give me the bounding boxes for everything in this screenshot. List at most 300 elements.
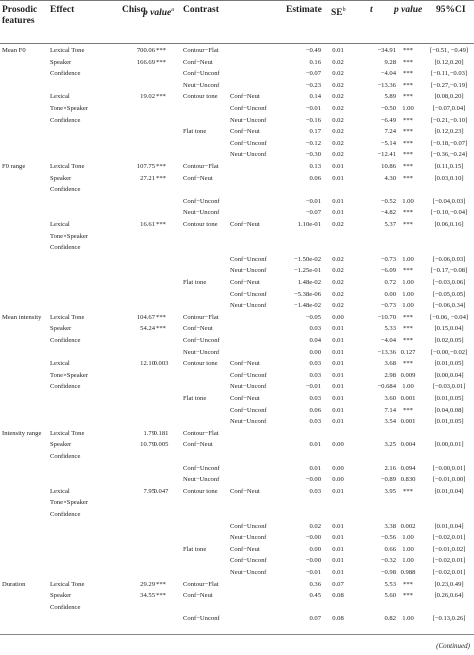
cell-c1: Contour−Flat <box>183 429 219 437</box>
cell-se: 0.07 <box>332 580 344 588</box>
cell-se: 0.02 <box>332 255 344 263</box>
cell-est: −0.00 <box>305 557 321 565</box>
cell-se: 0.00 <box>332 476 344 484</box>
cell-p2: 0.001 <box>400 418 416 426</box>
cell-c1: Flat tone <box>183 395 207 402</box>
cell-p1: 0.181 <box>153 429 169 437</box>
cell-p2: *** <box>403 58 413 66</box>
cell-se: 0.01 <box>332 383 344 391</box>
cell-ci: [−0.00,−0.02] <box>430 348 468 356</box>
cell-c2: Neut−Unconf <box>230 383 267 391</box>
cell-p2: *** <box>403 487 413 495</box>
cell-p2: 1.00 <box>402 105 414 112</box>
cell-c2: Neut−Unconf <box>230 267 267 275</box>
cell-se: 0.02 <box>332 302 344 310</box>
cell-p1: 0.003 <box>153 360 169 368</box>
cell-ci: [0.03,0.10] <box>434 174 464 182</box>
cell-ci: [−0.11,−0.03] <box>430 70 468 78</box>
cell-ci: [0.02,0.05] <box>434 337 464 344</box>
cell-p2: *** <box>403 151 413 159</box>
cell-c1: Flat tone <box>183 128 207 136</box>
cell-t: −10.70 <box>377 313 396 321</box>
header-contrast: Contrast <box>183 5 219 15</box>
cell-est: −0.07 <box>305 70 321 78</box>
cell-se: 0.01 <box>332 569 344 576</box>
cell-ci: [0.26,0.64] <box>434 592 464 600</box>
cell-eff: Tone×Speaker <box>50 371 89 379</box>
cell-feat: Mean intensity <box>2 313 42 321</box>
cell-est: 0.14 <box>309 93 321 101</box>
cell-ci: [0.01,0.05] <box>434 395 464 402</box>
cell-p1: *** <box>156 325 166 333</box>
cell-p1: *** <box>156 221 166 228</box>
cell-c1: Conf−Unconf <box>183 615 220 623</box>
cell-c1: Conf−Unconf <box>183 337 220 344</box>
cell-feat: F0 range <box>2 163 26 170</box>
cell-t: 0.66 <box>384 545 396 553</box>
header-se-text: SE <box>331 8 343 19</box>
cell-p2: 0.830 <box>400 476 416 484</box>
cell-ci: [0.00,0.01] <box>434 441 464 449</box>
cell-ci: [−0.01,0.00] <box>432 476 466 484</box>
cell-ci: [−0.51, −0.49] <box>429 47 469 54</box>
cell-chi: 10.79 <box>140 441 155 449</box>
cell-c2: Neut−Unconf <box>230 151 267 159</box>
cell-est: −0.01 <box>305 569 321 576</box>
cell-p1: 0.047 <box>153 487 169 495</box>
cell-est: 0.01 <box>309 441 321 449</box>
cell-se: 0.02 <box>332 151 344 159</box>
cell-feat: Duration <box>2 580 26 588</box>
cell-chi: 27.21 <box>140 174 155 182</box>
cell-est: 1.10e-01 <box>297 221 321 228</box>
header-ci: 95%CI <box>436 5 466 15</box>
cell-ci: [0.11,0.15] <box>434 163 464 170</box>
cell-ci: [0.08,0.20] <box>434 93 464 101</box>
cell-feat: Mean F0 <box>2 47 26 54</box>
cell-chi: 19.02 <box>140 93 155 101</box>
cell-chi: 104.67 <box>136 313 155 321</box>
cell-c2: Neut−Unconf <box>230 116 267 124</box>
header-estimate: Estimate <box>286 5 322 15</box>
header-se <box>331 5 346 19</box>
cell-est: −0.23 <box>305 81 321 89</box>
cell-t: −6.49 <box>380 116 396 124</box>
cell-c2: Conf−Neut <box>230 545 260 553</box>
cell-chi: 166.69 <box>136 58 155 66</box>
cell-eff: Tone×Speaker <box>50 105 89 112</box>
cell-se: 0.01 <box>332 360 344 368</box>
cell-p2: *** <box>403 267 413 275</box>
cell-t: 2.98 <box>384 371 396 379</box>
header-p-value-a-text: p value <box>143 8 172 19</box>
cell-p2: *** <box>403 337 413 344</box>
cell-eff: Speaker <box>50 58 72 66</box>
cell-se: 0.01 <box>332 418 344 426</box>
cell-ci: [0.01,0.04] <box>434 522 464 530</box>
cell-p2: *** <box>403 81 413 89</box>
cell-est: 0.03 <box>309 418 321 426</box>
cell-est: −1.25e-01 <box>294 267 321 275</box>
cell-se: 0.02 <box>332 70 344 78</box>
cell-est: 0.07 <box>309 615 321 623</box>
cell-eff: Lexical <box>50 221 70 228</box>
cell-eff: Speaker <box>50 441 72 449</box>
cell-est: 0.04 <box>309 337 321 344</box>
cell-est: 0.03 <box>309 487 321 495</box>
cell-p2: *** <box>403 360 413 368</box>
cell-se: 0.02 <box>332 105 344 112</box>
cell-c2: Conf−Neut <box>230 487 260 495</box>
cell-p2: 1.00 <box>402 534 414 542</box>
cell-est: −5.38e-06 <box>294 290 321 298</box>
cell-p2: 1.00 <box>402 615 414 623</box>
cell-t: 0.00 <box>384 290 396 298</box>
cell-est: −0.01 <box>305 105 321 112</box>
cell-est: −0.00 <box>305 534 321 542</box>
cell-se: 0.01 <box>332 487 344 495</box>
cell-p2: 1.00 <box>402 383 414 391</box>
cell-se: 0.08 <box>332 615 344 623</box>
cell-eff: Confidence <box>50 603 81 611</box>
cell-ci: [−0.03,0.06] <box>432 279 466 286</box>
cell-t: 7.14 <box>384 406 396 414</box>
cell-c1: Contour tone <box>183 487 218 495</box>
cell-est: 0.03 <box>309 325 321 333</box>
cell-p2: *** <box>403 139 413 147</box>
cell-ci: [0.15,0.04] <box>434 325 464 333</box>
cell-eff: Confidence <box>50 116 81 124</box>
header-prosodic-features: Prosodic features <box>2 5 38 26</box>
cell-chi: 1.79 <box>143 429 155 437</box>
cell-c1: Contour−Flat <box>183 313 219 321</box>
cell-t: 3.68 <box>384 360 396 368</box>
cell-t: −0.50 <box>380 105 396 112</box>
cell-se: 0.02 <box>332 221 344 228</box>
cell-p2: *** <box>403 174 413 182</box>
cell-se: 0.01 <box>332 209 344 217</box>
cell-est: −0.01 <box>305 197 321 205</box>
cell-se: 0.00 <box>332 464 344 472</box>
cell-p1: *** <box>156 93 166 101</box>
cell-c2: Conf−Neut <box>230 128 260 136</box>
cell-est: 0.16 <box>309 58 321 66</box>
cell-c2: Conf−Unconf <box>230 522 267 530</box>
cell-est: −0.01 <box>305 383 321 391</box>
cell-t: 0.82 <box>384 615 396 623</box>
cell-p1: *** <box>156 313 166 321</box>
cell-t: −0.32 <box>380 557 396 565</box>
cell-p2: 1.00 <box>402 290 414 298</box>
header-effect: Effect <box>50 5 75 15</box>
cell-est: 0.03 <box>309 360 321 368</box>
cell-t: −13.36 <box>377 81 396 89</box>
cell-ci: [0.23,0.49] <box>434 580 464 588</box>
cell-se: 0.02 <box>332 290 344 298</box>
cell-p2: *** <box>403 116 413 124</box>
cell-p2: *** <box>403 163 413 170</box>
cell-t: −0.56 <box>380 534 396 542</box>
cell-se: 0.01 <box>332 174 344 182</box>
cell-ci: [0.00,0.04] <box>434 371 464 379</box>
cell-ci: [0.01,0.05] <box>434 360 464 368</box>
cell-eff: Lexical Tone <box>50 163 85 170</box>
cell-est: −0.05 <box>305 313 321 321</box>
cell-eff: Confidence <box>50 337 81 344</box>
cell-ci: [−0.06,0.03] <box>432 255 466 263</box>
cell-c1: Flat tone <box>183 545 207 553</box>
cell-c1: Conf−Neut <box>183 592 213 600</box>
cell-t: 5.60 <box>384 592 396 600</box>
cell-chi: 16.61 <box>140 221 155 228</box>
cell-chi: 700.06 <box>136 47 155 54</box>
cell-se: 0.01 <box>332 371 344 379</box>
cell-c1: Conf−Unconf <box>183 70 220 78</box>
cell-p1: 0.005 <box>153 441 169 449</box>
cell-eff: Lexical <box>50 93 70 101</box>
cell-se: 0.02 <box>332 93 344 101</box>
cell-p1: *** <box>156 580 166 588</box>
cell-p2: 0.004 <box>400 441 416 449</box>
cell-eff: Tone×Speaker <box>50 232 89 240</box>
cell-ci: [−0.17,−0.08] <box>430 267 468 275</box>
cell-p1: *** <box>156 163 166 170</box>
cell-eff: Confidence <box>50 244 81 252</box>
cell-t: −4.04 <box>380 70 396 78</box>
cell-t: 3.54 <box>384 418 396 426</box>
cell-chi: 7.95 <box>143 487 155 495</box>
cell-se: 0.08 <box>332 592 344 600</box>
cell-se: 0.00 <box>332 313 344 321</box>
cell-t: −34.91 <box>377 47 396 54</box>
cell-eff: Confidence <box>50 70 81 78</box>
cell-p2: *** <box>403 70 413 78</box>
cell-est: 0.06 <box>309 406 321 414</box>
cell-p2: 1.00 <box>402 545 414 553</box>
cell-c2: Conf−Unconf <box>230 105 267 112</box>
cell-eff: Confidence <box>50 453 81 460</box>
cell-c2: Conf−Neut <box>230 279 260 286</box>
cell-c1: Contour−Flat <box>183 47 219 54</box>
cell-c2: Conf−Neut <box>230 221 260 228</box>
cell-p2: 1.00 <box>402 279 414 286</box>
cell-se: 0.01 <box>332 325 344 333</box>
cell-est: −0.16 <box>305 116 321 124</box>
cell-se: 0.01 <box>332 47 344 54</box>
cell-p2: *** <box>403 47 413 54</box>
cell-ci: [−0.00,0.01] <box>432 464 466 472</box>
cell-se: 0.02 <box>332 58 344 66</box>
cell-eff: Lexical Tone <box>50 580 85 588</box>
cell-t: −13.36 <box>377 348 396 356</box>
cell-t: −5.14 <box>380 139 396 147</box>
cell-se: 0.01 <box>332 197 344 205</box>
cell-p2: *** <box>403 406 413 414</box>
cell-est: 0.36 <box>309 580 321 588</box>
cell-ci: [−0.06,0.34] <box>432 302 466 310</box>
cell-p1: *** <box>156 174 166 182</box>
cell-est: −0.12 <box>305 139 321 147</box>
cell-p2: 0.002 <box>400 522 416 530</box>
cell-t: 10.86 <box>381 163 396 170</box>
cell-p2: *** <box>403 325 413 333</box>
cell-t: −4.82 <box>380 209 396 217</box>
cell-eff: Confidence <box>50 186 81 194</box>
cell-se: 0.01 <box>332 534 344 542</box>
cell-p2: *** <box>403 221 413 228</box>
header-p-value: p value <box>394 5 423 15</box>
cell-est: 0.17 <box>309 128 321 136</box>
cell-eff: Tone×Speaker <box>50 499 89 507</box>
cell-est: 0.03 <box>309 371 321 379</box>
cell-c2: Conf−Unconf <box>230 290 267 298</box>
cell-p2: 0.009 <box>400 371 416 379</box>
cell-ci: [−0.10,−0.04] <box>430 209 468 217</box>
header-se-sup: b <box>342 7 346 13</box>
cell-t: 4.30 <box>384 174 396 182</box>
cell-ci: [0.01,0.04] <box>434 487 464 495</box>
cell-c2: Neut−Unconf <box>230 534 267 542</box>
cell-c1: Contour−Flat <box>183 580 219 588</box>
cell-feat: Intensity range <box>2 429 42 437</box>
cell-est: −0.07 <box>305 209 321 217</box>
cell-c2: Neut−Unconf <box>230 302 267 310</box>
cell-eff: Confidence <box>50 511 81 518</box>
cell-p2: 0.127 <box>400 348 416 356</box>
cell-t: 5.89 <box>384 93 396 101</box>
cell-t: 3.60 <box>384 395 396 402</box>
cell-est: 1.48e-02 <box>297 279 321 286</box>
cell-p2: 1.00 <box>402 197 414 205</box>
cell-t: −0.52 <box>380 197 396 205</box>
cell-ci: [−0.27,−0.19] <box>430 81 468 89</box>
cell-p2: *** <box>403 592 413 600</box>
cell-c2: Conf−Unconf <box>230 371 267 379</box>
cell-est: 0.01 <box>309 464 321 472</box>
cell-t: −0.89 <box>380 476 396 484</box>
cell-se: 0.02 <box>332 139 344 147</box>
cell-ci: [−0.07,0.04] <box>432 105 466 112</box>
cell-c1: Contour tone <box>183 221 218 228</box>
cell-chi: 34.55 <box>140 592 155 600</box>
cell-p2: 1.00 <box>402 302 414 310</box>
cell-c2: Neut−Unconf <box>230 418 267 426</box>
cell-eff: Speaker <box>50 325 72 333</box>
cell-est: −0.30 <box>305 151 321 159</box>
cell-t: 7.24 <box>384 128 396 136</box>
cell-t: −0.684 <box>377 383 396 391</box>
cell-t: 5.53 <box>384 580 396 588</box>
cell-p2: *** <box>403 313 413 321</box>
cell-chi: 12.10 <box>140 360 155 368</box>
cell-c2: Conf−Unconf <box>230 139 267 147</box>
cell-est: −1.48e-02 <box>294 302 321 310</box>
cell-chi: 107.75 <box>136 163 155 170</box>
cell-p2: 1.00 <box>402 255 414 263</box>
cell-ci: [0.12,0.20] <box>434 58 464 66</box>
cell-se: 0.01 <box>332 395 344 402</box>
cell-se: 0.01 <box>332 337 344 344</box>
cell-ci: [−0.13,0.26] <box>432 615 466 623</box>
cell-p2: 1.00 <box>402 557 414 565</box>
cell-p1: *** <box>156 592 166 600</box>
cell-ci: [−0.02,0.01] <box>432 557 466 565</box>
cell-p1: *** <box>156 47 166 54</box>
cell-ci: [−0.02,0.01] <box>432 569 466 576</box>
cell-c1: Neut−Unconf <box>183 348 220 356</box>
cell-t: 3.95 <box>384 487 396 495</box>
cell-se: 0.01 <box>332 545 344 553</box>
cell-c1: Conf−Unconf <box>183 197 220 205</box>
cell-ci: [−0.18,−0.07] <box>430 139 468 147</box>
table-header <box>0 0 474 44</box>
cell-se: 0.02 <box>332 267 344 275</box>
cell-c1: Neut−Unconf <box>183 209 220 217</box>
cell-ci: [−0.02,0.01] <box>432 534 466 542</box>
cell-ci: [0.01,0.05] <box>434 418 464 426</box>
cell-t: 5.33 <box>384 325 396 333</box>
cell-chi: 29.29 <box>140 580 155 588</box>
cell-est: 0.45 <box>309 592 321 600</box>
cell-ci: [−0.05,0.05] <box>432 290 466 298</box>
cell-c2: Conf−Neut <box>230 395 260 402</box>
cell-c1: Conf−Neut <box>183 441 213 449</box>
cell-c1: Contour−Flat <box>183 163 219 170</box>
cell-se: 0.01 <box>332 163 344 170</box>
cell-t: −6.09 <box>380 267 396 275</box>
cell-est: −0.00 <box>305 476 321 484</box>
cell-est: 0.13 <box>309 163 321 170</box>
cell-se: 0.02 <box>332 128 344 136</box>
cell-eff: Speaker <box>50 174 72 182</box>
header-p-value-a <box>143 5 174 19</box>
header-p-value-a-sup: a <box>171 7 174 13</box>
cell-p2: 0.094 <box>400 464 416 472</box>
cell-est: 0.00 <box>309 545 321 553</box>
cell-p2: 0.988 <box>400 569 416 576</box>
cell-c1: Conf−Unconf <box>183 464 220 472</box>
cell-se: 0.01 <box>332 406 344 414</box>
cell-t: 3.25 <box>384 441 396 449</box>
cell-c2: Conf−Unconf <box>230 557 267 565</box>
cell-ci: [−0.04,0.03] <box>432 197 466 205</box>
header-chisq: Chisq <box>122 5 146 15</box>
cell-ci: [0.04,0.08] <box>434 406 464 414</box>
cell-c2: Conf−Neut <box>230 360 260 368</box>
header-t: t <box>370 5 373 15</box>
cell-est: 0.03 <box>309 395 321 402</box>
cell-se: 0.01 <box>332 348 344 356</box>
cell-se: 0.02 <box>332 81 344 89</box>
cell-t: −12.41 <box>377 151 396 159</box>
cell-c1: Conf−Neut <box>183 325 213 333</box>
cell-ci: [−0.36,−0.24] <box>430 151 468 159</box>
cell-p2: 0.001 <box>400 395 416 402</box>
cell-ci: [−0.03,0.01] <box>432 383 466 391</box>
cell-c1: Neut−Unconf <box>183 476 220 484</box>
bottom-rule <box>0 634 474 635</box>
cell-t: −4.04 <box>380 337 396 344</box>
cell-eff: Lexical Tone <box>50 313 85 321</box>
cell-eff: Speaker <box>50 592 72 600</box>
cell-c2: Conf−Neut <box>230 93 260 101</box>
cell-se: 0.01 <box>332 557 344 565</box>
cell-se: 0.02 <box>332 279 344 286</box>
cell-c1: Flat tone <box>183 279 207 286</box>
cell-ci: [−0.01,0.02] <box>432 545 466 553</box>
cell-p2: *** <box>403 209 413 217</box>
cell-t: −0.98 <box>380 569 396 576</box>
